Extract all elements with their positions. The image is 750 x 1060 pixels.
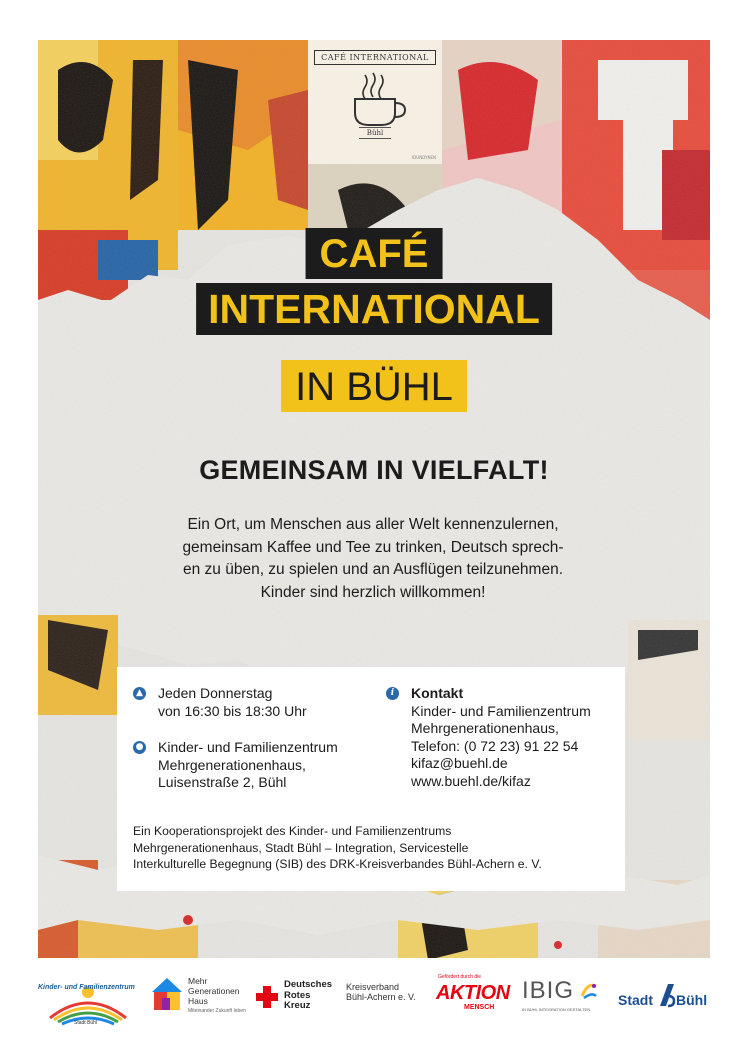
- mgh-logo: [152, 974, 248, 1026]
- kifaz-logo: [38, 978, 138, 1028]
- mgh-line: Generationen: [188, 986, 240, 996]
- cooperation-text: [133, 823, 613, 873]
- stadt-buehl-emblem-icon: [658, 982, 676, 1008]
- contact-heading: Kontakt: [411, 685, 464, 701]
- mgh-tagline: Miteinander Zukunft leben: [188, 1008, 246, 1014]
- drk-sub-line: Kreisverband: [346, 982, 400, 992]
- aktion-mensch-logo: [436, 974, 510, 1022]
- when-block: [136, 685, 368, 720]
- intro-line: Ein Ort, um Menschen aus aller Welt kennenzulernen,: [187, 516, 559, 533]
- intro-line: en zu üben, zu spielen und an Ausflügen teilzunehmen.: [182, 561, 564, 578]
- aktion-sub: MENSCH: [464, 1004, 495, 1011]
- contact-block: [390, 685, 621, 790]
- red-cross-icon: [256, 986, 278, 1008]
- contact-email-link[interactable]: kifaz@buehl.de: [411, 755, 508, 771]
- ibig-logo: [522, 978, 604, 1024]
- cooperation-line: Ein Kooperationsprojekt des Kinder- und Familienzentrums: [133, 824, 452, 838]
- drk-name-line: Kreuz: [284, 1000, 311, 1011]
- title-line-cafe: CAFÉ: [306, 228, 443, 279]
- where-line: Kinder- und Familienzentrum: [158, 739, 338, 755]
- poster: [38, 40, 710, 958]
- slogan-heading: GEMEINSAM IN VIELFALT!: [199, 455, 549, 485]
- info-icon: i: [386, 687, 399, 700]
- drk-name-line: Deutsches: [284, 979, 333, 990]
- stadt-word: Stadt: [618, 992, 653, 1008]
- contact-phone: Telefon: (0 72 23) 91 22 54: [411, 737, 579, 754]
- cafe-logo-card: [308, 40, 442, 164]
- info-box: [117, 667, 625, 891]
- where-line: Luisenstraße 2, Bühl: [158, 774, 287, 790]
- drk-logo: [256, 980, 426, 1026]
- aktion-top-line: Gefördert durch die: [438, 974, 482, 980]
- cooperation-line: Mehrgenerationenhaus, Stadt Bühl – Integration, Servicestelle: [133, 840, 469, 855]
- aktion-main: AKTION: [436, 982, 510, 1004]
- where-block: [135, 739, 368, 792]
- cooperation-line: Interkulturelle Begegnung (SIB) des DRK-Kreisverbandes Bühl-Achern e. V.: [133, 857, 542, 871]
- title-line-in-buehl: IN BÜHL: [281, 360, 467, 412]
- stadt-buehl-logo: [618, 980, 718, 1024]
- intro-text: [138, 514, 608, 604]
- ibig-sub: IN BÜHL INTEGRATION GESTALTEN: [522, 1007, 591, 1012]
- drk-name-line: Rotes: [284, 989, 311, 1001]
- location-pin-icon: ●: [133, 741, 146, 754]
- where-line: Mehrgenerationenhaus,: [158, 756, 306, 773]
- drk-sub-line: Bühl-Achern e. V.: [346, 992, 416, 1002]
- logo-credit-text: IDUNDYNEN: [412, 155, 436, 160]
- buehl-word: Bühl: [676, 992, 708, 1008]
- when-line: Jeden Donnerstag: [158, 685, 273, 701]
- intro-line: Kinder sind herzlich willkommen!: [260, 583, 486, 601]
- info-right-column: [390, 685, 621, 790]
- logo-banner-text: CAFÉ INTERNATIONAL: [314, 50, 436, 65]
- contact-line: Kinder- und Familienzentrum: [411, 702, 591, 719]
- logo-sub-text: Bühl: [359, 127, 391, 139]
- title-line-international: INTERNATIONAL: [196, 283, 552, 335]
- mgh-line: Mehr: [188, 976, 208, 986]
- ibig-main: IBIG: [522, 977, 575, 1004]
- contact-web-link[interactable]: www.buehl.de/kifaz: [411, 772, 531, 789]
- intro-line: gemeinsam Kaffee und Tee zu trinken, Deutsch sprech-: [182, 538, 564, 556]
- clock-icon: ▲: [133, 687, 146, 700]
- contact-line: Mehrgenerationenhaus,: [411, 720, 559, 736]
- when-line: von 16:30 bis 18:30 Uhr: [158, 702, 307, 719]
- kifaz-city: Stadt Bühl: [74, 1020, 98, 1026]
- mgh-line: Haus: [188, 996, 208, 1006]
- ibig-swirl-icon: [580, 982, 598, 1000]
- house-icon: [152, 978, 184, 1012]
- info-left-column: [135, 685, 368, 792]
- coffee-cup-icon: [343, 71, 407, 129]
- kifaz-name: Kinder- und Familienzentrum: [38, 984, 135, 991]
- partner-logos-strip: [0, 966, 750, 1060]
